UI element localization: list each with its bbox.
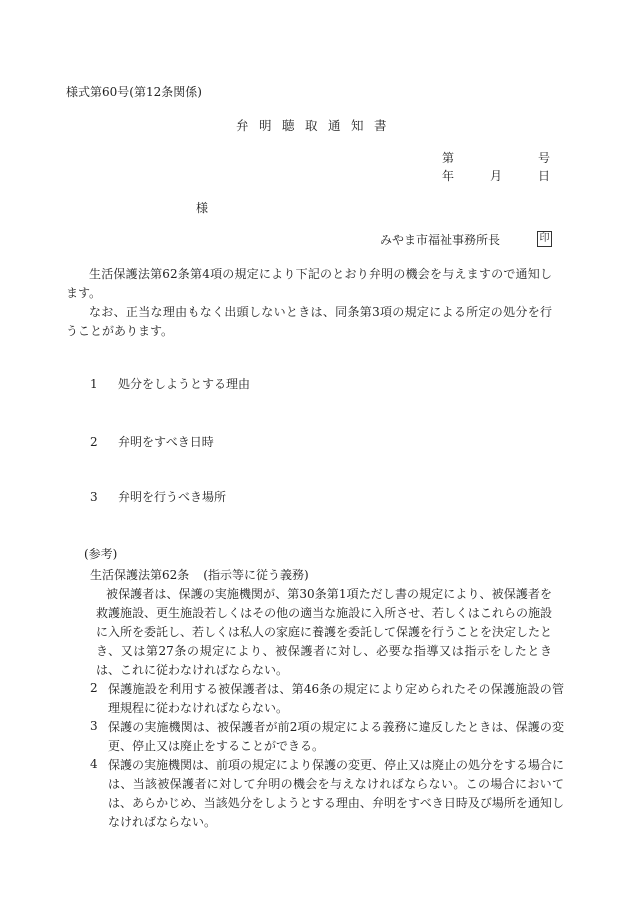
law-clause-4: 保護の実施機関は、前項の規定により保護の変更、停止又は廃止の処分をする場合には、当該被保護者に対して弁明の機会を与えなければならない。この場合においては、あらかじめ、当該処分をしようとする理由、弁明をすべき日時及び場所を通知しなければならない。	[108, 758, 565, 829]
form-number: 様式第60号(第12条関係)	[66, 85, 202, 99]
law-name: 生活保護法第62条	[90, 568, 190, 582]
list-item	[90, 489, 226, 505]
body-paragraph-warning: なお、正当な理由もなく出頭しないときは、同条第3項の規定による所定の処分を行うことがあります。	[66, 305, 552, 338]
item-number: 3	[90, 490, 98, 504]
issuer-name: みやま市福祉事務所長	[380, 233, 501, 247]
clause-number: 3	[90, 719, 98, 733]
number-suffix: 号	[537, 151, 550, 165]
list-item	[90, 434, 214, 450]
item-label: 処分をしようとする理由	[118, 377, 251, 391]
number-prefix: 第	[442, 151, 455, 165]
seal-mark: 印	[537, 231, 552, 247]
law-clause-2: 保護施設を利用する被保護者は、第46条の規定により定められたその保護施設の管理規程に従わなければならない。	[108, 682, 564, 715]
date-month: 月	[490, 169, 503, 183]
reference-heading: (参考)	[84, 547, 118, 561]
clause-number: 4	[90, 757, 98, 771]
date-day: 日	[537, 169, 550, 183]
document-title: 弁明聴取通知書	[236, 118, 398, 133]
law-title	[90, 567, 309, 583]
item-number: 1	[90, 377, 98, 391]
law-note: (指示等に従う義務)	[203, 568, 309, 582]
list-item	[90, 376, 250, 392]
law-clause-3: 保護の実施機関は、被保護者が前2項の規定による義務に違反したときは、保護の変更、停止又は廃止をすることができる。	[108, 720, 564, 753]
date-year: 年	[442, 169, 455, 183]
item-label: 弁明をすべき日時	[118, 435, 214, 449]
clause-number: 2	[90, 681, 98, 695]
body-paragraph-notice: 生活保護法第62条第4項の規定により下記のとおり弁明の機会を与えますので通知します。	[66, 267, 552, 300]
law-clause-1: 被保護者は、保護の実施機関が、第30条第1項ただし書の規定により、被保護者を救護施設、更生施設若しくはその他の適当な施設に入所させ、若しくはこれらの施設に入所を委託し、若しくは私人の家庭に養護を委託して保護を行うことを決定したとき、又は第27条の規定により、被保護者に対し、必要な指導又は指示をしたときは、これに従わなければならない。	[96, 587, 553, 677]
item-label: 弁明を行うべき場所	[118, 490, 227, 504]
item-number: 2	[90, 435, 98, 449]
addressee-suffix: 様	[196, 201, 209, 215]
